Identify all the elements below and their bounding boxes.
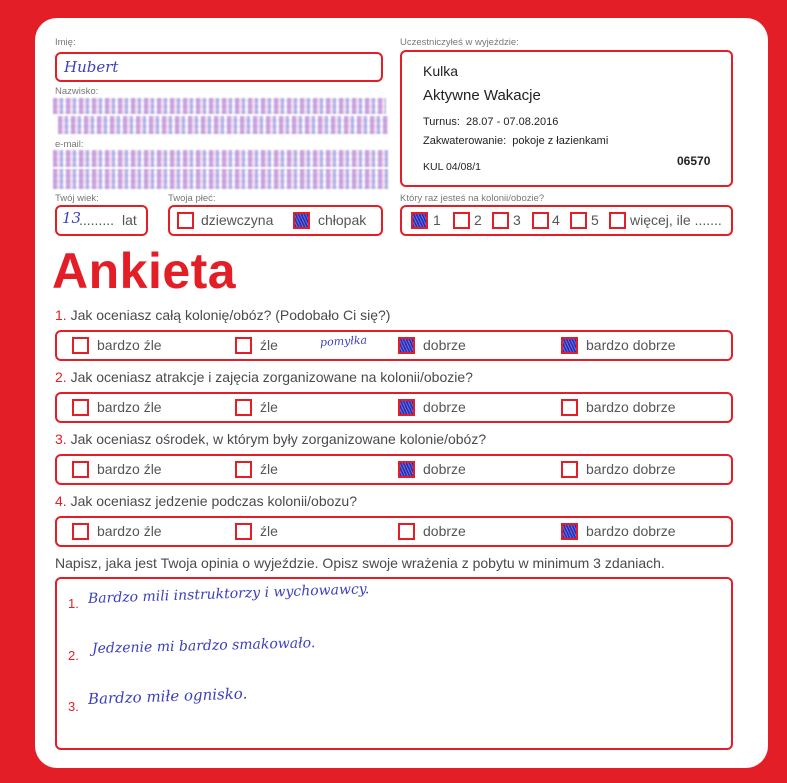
q2-very-bad-label: bardzo źle [97,399,162,415]
question-3-options [55,454,733,485]
q1-very-good-label: bardzo dobrze [586,337,676,353]
times-field [400,205,733,236]
surname-label: Nazwisko: [55,86,99,97]
q4-good-label: dobrze [423,523,466,539]
answer-2-text: Jedzenie mi bardzo smakowało. [91,635,316,657]
question-3-text [55,430,486,448]
gender-field [168,205,383,236]
times-3-label: 3 [513,212,521,228]
q4-very-good-label: bardzo dobrze [586,523,676,539]
q3-very-good-checkbox[interactable] [561,461,578,478]
q4-very-bad-label: bardzo źle [97,523,162,539]
question-2-text [55,368,473,386]
times-5-checkbox[interactable] [570,212,587,229]
q2-very-good-label: bardzo dobrze [586,399,676,415]
handwritten-note: pomyłka [319,333,368,349]
q1-very-bad-label: bardzo źle [97,337,162,353]
gender-boy-label: chłopak [318,212,367,228]
accommodation-label: Zakwaterowanie: [423,135,507,147]
accommodation-value: pokoje z łazienkami [512,135,609,147]
q2-good-label: dobrze [423,399,466,415]
name-value: Hubert [64,58,119,76]
question-number: 2. [55,369,67,385]
q4-bad-checkbox[interactable] [235,523,252,540]
question-2-options [55,392,733,423]
trip-code: KUL 04/08/1 [423,161,481,173]
q2-very-good-checkbox[interactable] [561,399,578,416]
answer-1-text: Bardzo mili instruktorzy i wychowawcy. [87,581,370,607]
times-1-checkbox[interactable] [411,212,428,229]
age-unit: lat [122,212,137,228]
q3-very-bad-checkbox[interactable] [72,461,89,478]
q3-good-label: dobrze [423,461,466,477]
q1-very-bad-checkbox[interactable] [72,337,89,354]
turnus-value: 28.07 - 07.08.2016 [466,116,559,128]
q3-good-checkbox[interactable] [398,461,415,478]
age-field[interactable] [55,205,148,236]
q1-good-label: dobrze [423,337,466,353]
times-label: Który raz jesteś na kolonii/obozie? [400,193,545,204]
turnus-label: Turnus: [423,116,460,128]
trip-number: 06570 [677,154,711,168]
gender-label: Twoja płeć: [168,193,216,204]
trip-accommodation [423,134,608,148]
question-label: Jak oceniasz atrakcje i zajęcia zorganizowane na kolonii/obozie? [70,369,473,385]
q3-bad-label: źle [260,461,278,477]
q2-bad-checkbox[interactable] [235,399,252,416]
redacted-surname [53,98,386,114]
age-label: Twój wiek: [55,193,99,204]
answer-3-text: Bardzo miłe ognisko. [87,684,248,708]
gender-girl-label: dziewczyna [201,212,274,228]
q1-bad-label: źle [260,337,278,353]
q4-bad-label: źle [260,523,278,539]
question-1-text [55,306,390,324]
gender-boy-checkbox[interactable] [293,212,310,229]
q2-good-checkbox[interactable] [398,399,415,416]
gender-girl-checkbox[interactable] [177,212,194,229]
q4-very-good-checkbox[interactable] [561,523,578,540]
name-field[interactable] [55,52,383,82]
q1-bad-checkbox[interactable] [235,337,252,354]
answer-3-number: 3. [68,699,79,714]
answer-1-number: 1. [68,596,79,611]
times-more-label: więcej, ile ....... [630,212,722,228]
trip-turnus [423,115,558,129]
age-value: 13 [62,209,82,227]
q2-very-bad-checkbox[interactable] [72,399,89,416]
answer-2-number: 2. [68,648,79,663]
q2-bad-label: źle [260,399,278,415]
question-label: Jak oceniasz całą kolonię/obóz? (Podobało Ci się?) [70,307,391,323]
age-dots: ......... [79,212,115,228]
times-4-checkbox[interactable] [532,212,549,229]
times-2-checkbox[interactable] [453,212,470,229]
trip-organizer: Kulka [423,63,459,79]
redacted-email [53,150,388,167]
name-label: Imię: [55,37,76,48]
times-1-label: 1 [433,212,441,228]
survey-title: Ankieta [52,243,237,299]
q3-bad-checkbox[interactable] [235,461,252,478]
times-2-label: 2 [474,212,482,228]
redacted-surname [58,116,388,134]
question-label: Jak oceniasz jedzenie podczas kolonii/obozu? [70,493,357,509]
question-number: 4. [55,493,67,509]
question-number: 3. [55,431,67,447]
email-label: e-mail: [55,139,84,150]
q3-very-good-label: bardzo dobrze [586,461,676,477]
question-4-options [55,516,733,547]
question-label: Jak oceniasz ośrodek, w którym były zorganizowane kolonie/obóz? [70,431,487,447]
question-4-text [55,492,357,510]
times-3-checkbox[interactable] [492,212,509,229]
question-number: 1. [55,307,67,323]
times-more-checkbox[interactable] [609,212,626,229]
q3-very-bad-label: bardzo źle [97,461,162,477]
q1-very-good-checkbox[interactable] [561,337,578,354]
redacted-email [53,169,388,189]
trip-info-box [400,50,733,187]
opinion-prompt: Napisz, jaka jest Twoja opinia o wyjeździe. Opisz swoje wrażenia z pobytu w minimum 3 zdaniach. [55,555,665,571]
q4-very-bad-checkbox[interactable] [72,523,89,540]
trip-label: Uczestniczyłeś w wyjeździe: [400,37,519,48]
times-4-label: 4 [552,212,560,228]
trip-program: Aktywne Wakacje [423,87,541,104]
question-1-options [55,330,733,361]
times-5-label: 5 [591,212,599,228]
q4-good-checkbox[interactable] [398,523,415,540]
q1-good-checkbox[interactable] [398,337,415,354]
